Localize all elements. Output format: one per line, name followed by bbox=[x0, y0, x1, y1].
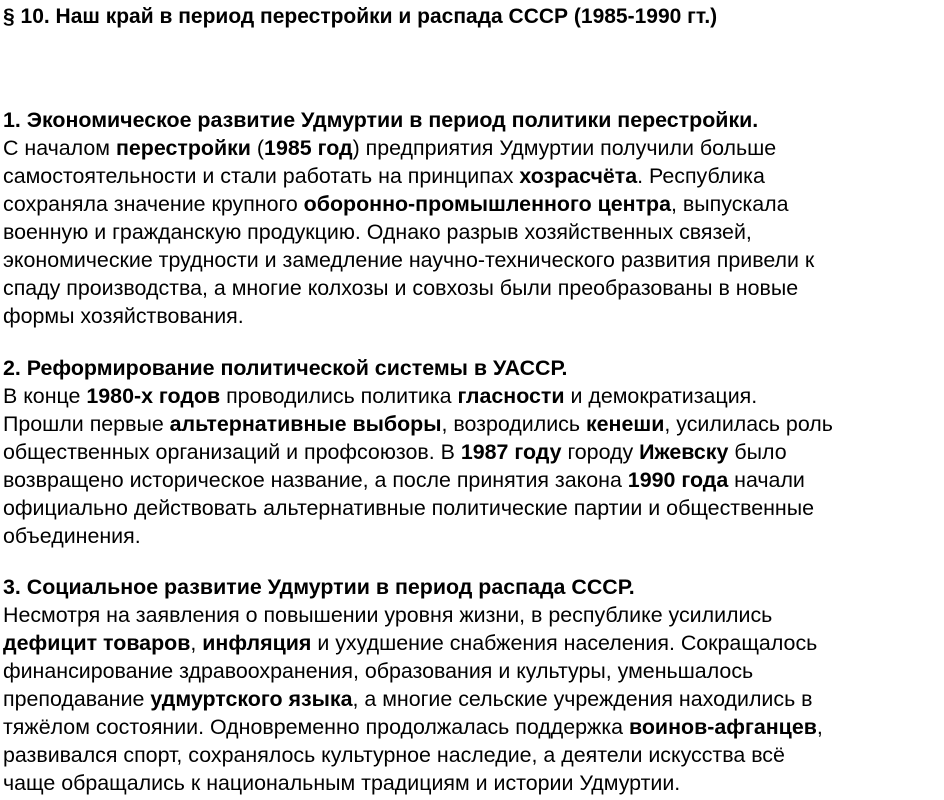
text-line bbox=[3, 522, 944, 550]
text-run: официально действовать альтернативные политические партии и общественные bbox=[3, 496, 814, 520]
text-line bbox=[3, 685, 944, 713]
text-run: проводились политика bbox=[220, 384, 458, 408]
text-run: С началом bbox=[3, 136, 116, 160]
section-body bbox=[3, 134, 944, 330]
text-line bbox=[3, 218, 944, 246]
text-run: , а многие сельские учреждения находились в bbox=[352, 687, 813, 711]
text-line bbox=[3, 274, 944, 302]
section-political-reform bbox=[3, 354, 944, 550]
text-run: объединения. bbox=[3, 524, 141, 548]
text-line bbox=[3, 410, 944, 438]
text-run: развивался спорт, сохранялось культурное наследие, а деятели искусства всё bbox=[3, 743, 785, 767]
text-line bbox=[3, 713, 944, 741]
text-run: начали bbox=[728, 468, 805, 492]
bold-term: кенеши bbox=[585, 412, 665, 436]
bold-term: 1987 году bbox=[460, 440, 562, 464]
bold-term: удмуртского языка bbox=[150, 687, 353, 711]
text-run: общественных организаций и профсоюзов. В bbox=[3, 440, 461, 464]
section-heading: 3. Социальное развитие Удмуртии в период распада СССР. bbox=[3, 575, 635, 599]
section-economic-development bbox=[3, 106, 944, 330]
bold-term: альтернативные выборы bbox=[169, 412, 442, 436]
bold-term: оборонно-промышленного центра bbox=[303, 192, 672, 216]
bold-term: 1980-х годов bbox=[86, 384, 221, 408]
text-line bbox=[3, 466, 944, 494]
text-run: финансирование здравоохранения, образования и культуры, уменьшалось bbox=[3, 659, 754, 683]
text-run: возвращено историческое название, а после принятия закона bbox=[3, 468, 628, 492]
text-line bbox=[3, 302, 944, 330]
section-social-development bbox=[3, 573, 944, 797]
text-run: , bbox=[816, 715, 823, 739]
bold-term: хозрасчёта bbox=[519, 164, 638, 188]
text-run: экономические трудности и замедление научно-технического развития привели к bbox=[3, 248, 815, 272]
text-run: военную и гражданскую продукцию. Однако разрыв хозяйственных связей, bbox=[3, 220, 752, 244]
bold-term: гласности bbox=[457, 384, 565, 408]
text-line bbox=[3, 162, 944, 190]
text-run: и демократизация. bbox=[564, 384, 758, 408]
page-title: § 10. Наш край в период перестройки и распада СССР (1985-1990 гт.) bbox=[3, 5, 718, 28]
bold-term: воинов-афганцев bbox=[629, 715, 817, 739]
text-run: , возродились bbox=[441, 412, 586, 436]
text-line bbox=[3, 601, 944, 629]
text-line bbox=[3, 741, 944, 769]
text-run: формы хозяйствования. bbox=[3, 304, 244, 328]
text-run: . Республика bbox=[637, 164, 765, 188]
bold-term: инфляция bbox=[202, 631, 312, 655]
bold-term: Ижевску bbox=[639, 440, 729, 464]
text-run: было bbox=[728, 440, 787, 464]
section-heading: 1. Экономическое развитие Удмуртии в период политики перестройки. bbox=[3, 108, 759, 132]
bold-term: дефицит товаров bbox=[3, 631, 191, 655]
text-run: , bbox=[190, 631, 203, 655]
text-line bbox=[3, 769, 944, 797]
text-run: , усилилась роль bbox=[664, 412, 833, 436]
text-line bbox=[3, 246, 944, 274]
section-body bbox=[3, 382, 944, 550]
text-run: Прошли первые bbox=[3, 412, 170, 436]
text-line bbox=[3, 134, 944, 162]
text-line bbox=[3, 629, 944, 657]
text-line bbox=[3, 494, 944, 522]
text-run: В конце bbox=[3, 384, 87, 408]
text-run: городу bbox=[561, 440, 640, 464]
bold-term: перестройки bbox=[115, 136, 251, 160]
text-line bbox=[3, 382, 944, 410]
text-run: Несмотря на заявления о повышении уровня жизни, в республике усилились bbox=[3, 603, 773, 627]
text-run: чаще обращались к национальным традициям и истории Удмуртии. bbox=[3, 771, 681, 795]
text-run: самостоятельности и стали работать на принципах bbox=[3, 164, 520, 188]
text-run: сохраняла значение крупного bbox=[3, 192, 304, 216]
text-line bbox=[3, 657, 944, 685]
section-body bbox=[3, 601, 944, 797]
text-run: и ухудшение снабжения населения. Сокращалось bbox=[311, 631, 818, 655]
section-heading: 2. Реформирование политической системы в УАССР. bbox=[3, 356, 568, 380]
text-run: ) предприятия Удмуртии получили больше bbox=[352, 136, 777, 160]
bold-term: 1985 год bbox=[264, 136, 353, 160]
text-run: тяжёлом состоянии. Одновременно продолжалась поддержка bbox=[3, 715, 629, 739]
text-run: , выпускала bbox=[671, 192, 789, 216]
text-run: спаду производства, а многие колхозы и совхозы были преобразованы в новые bbox=[3, 276, 799, 300]
bold-term: 1990 года bbox=[627, 468, 729, 492]
text-line bbox=[3, 438, 944, 466]
text-run: ( bbox=[250, 136, 265, 160]
text-run: преподавание bbox=[3, 687, 151, 711]
text-line bbox=[3, 190, 944, 218]
